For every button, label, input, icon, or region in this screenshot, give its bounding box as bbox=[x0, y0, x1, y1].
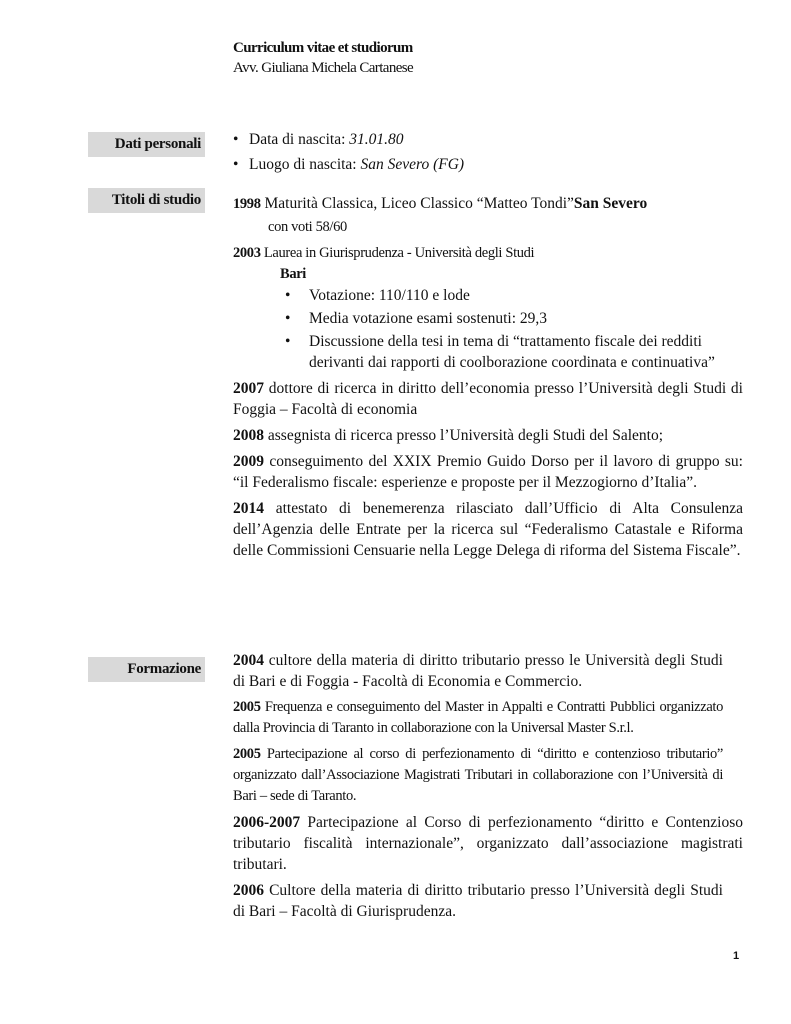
page-number: 1 bbox=[733, 950, 740, 962]
birth-date-label: Data di nascita: bbox=[249, 131, 346, 148]
section-label-titoli-di-studio: Titoli di studio bbox=[88, 188, 205, 213]
birth-date-value: 31.01.80 bbox=[349, 131, 404, 148]
birth-date-item bbox=[233, 129, 743, 150]
birth-place-label: Luogo di nascita: bbox=[249, 156, 357, 173]
bullet-icon: • bbox=[285, 310, 291, 327]
entry-2009: 2009 conseguimento del XXIX Premio Guido Dorso per il lavoro di gruppo su: “il Federalismo fiscale: esperienze e proposte per il Mezzogiorno d’Italia”. bbox=[233, 453, 743, 491]
entry-2005-corso: 2005 Partecipazione al corso di perfezionamento di “diritto e contenzioso tributario” organizzato dall’Associazione Magistrati Tributari in collaborazione con l’Università di Bari – sede di Taranto. bbox=[233, 746, 723, 804]
document-header bbox=[233, 38, 413, 78]
entry-place: San Severo bbox=[573, 195, 648, 212]
birth-place-item bbox=[233, 154, 743, 175]
entry-2005-master: 2005 Frequenza e conseguimento del Master in Appalti e Contratti Pubblici organizzato dalla Provincia di Taranto in collaborazione con la Universal Master S.r.l. bbox=[233, 699, 723, 736]
exam-average-item: • Media votazione esami sostenuti: 29,3 bbox=[285, 310, 548, 327]
entry-1998 bbox=[233, 193, 743, 238]
entry-2004: 2004 cultore della materia di diritto tributario presso le Università degli Studi di Bari e di Foggia - Facoltà di Economia e Commercio. bbox=[233, 652, 723, 690]
document-title: Curriculum vitae et studiorum bbox=[233, 40, 413, 56]
entry-year: 1998 bbox=[233, 196, 261, 212]
birth-place-value: San Severo (FG) bbox=[360, 156, 465, 173]
entry-2008: 2008 assegnista di ricerca presso l’Università degli Studi del Salento; bbox=[233, 427, 664, 444]
bullet-icon: • bbox=[285, 333, 291, 350]
section-titoli-di-studio bbox=[233, 193, 743, 561]
grade-item: • Votazione: 110/110 e lode bbox=[285, 287, 470, 304]
bullet-icon: • bbox=[285, 287, 291, 304]
entry-year: 2003 bbox=[233, 245, 261, 261]
section-label-dati-personali: Dati personali bbox=[88, 132, 205, 157]
section-dati-personali bbox=[233, 129, 743, 179]
entry-2003 bbox=[233, 243, 743, 373]
entry-place: Bari bbox=[280, 266, 306, 282]
bullet-icon: • bbox=[233, 131, 239, 148]
entry-2006-2007: 2006-2007 Partecipazione al Corso di perfezionamento “diritto e Contenzioso tributario fiscalità internazionale”, organizzato dall’associazione magistrati tributari. bbox=[233, 814, 743, 873]
entry-grade: con voti 58/60 bbox=[268, 219, 347, 235]
section-label-formazione: Formazione bbox=[88, 657, 205, 682]
entry-text: Laurea in Giurisprudenza - Università degli Studi bbox=[260, 245, 535, 261]
entry-2014: 2014 attestato di benemerenza rilasciato dall’Ufficio di Alta Consulenza dell’Agenzia delle Entrate per la ricerca sul “Federalismo Catastale e Riforma delle Commissioni Censuarie nella Legge Delega di riforma del Sistema Fiscale”. bbox=[233, 500, 743, 559]
entry-2006: 2006 Cultore della materia di diritto tributario presso l’Università degli Studi di Bari – Facoltà di Giurisprudenza. bbox=[233, 882, 723, 920]
entry-2007: 2007 dottore di ricerca in diritto dell’economia presso l’Università degli Studi di Foggia – Facoltà di economia bbox=[233, 380, 743, 418]
bullet-icon: • bbox=[233, 156, 239, 173]
thesis-item: • Discussione della tesi in tema di “trattamento fiscale dei redditi derivanti dai rapporti di coolborazione coordinata e continuativa” bbox=[285, 333, 715, 371]
entry-text: Maturità Classica, Liceo Classico “Matteo Tondi” bbox=[260, 195, 574, 212]
author-name: Avv. Giuliana Michela Cartanese bbox=[233, 60, 414, 76]
section-formazione bbox=[233, 650, 743, 922]
